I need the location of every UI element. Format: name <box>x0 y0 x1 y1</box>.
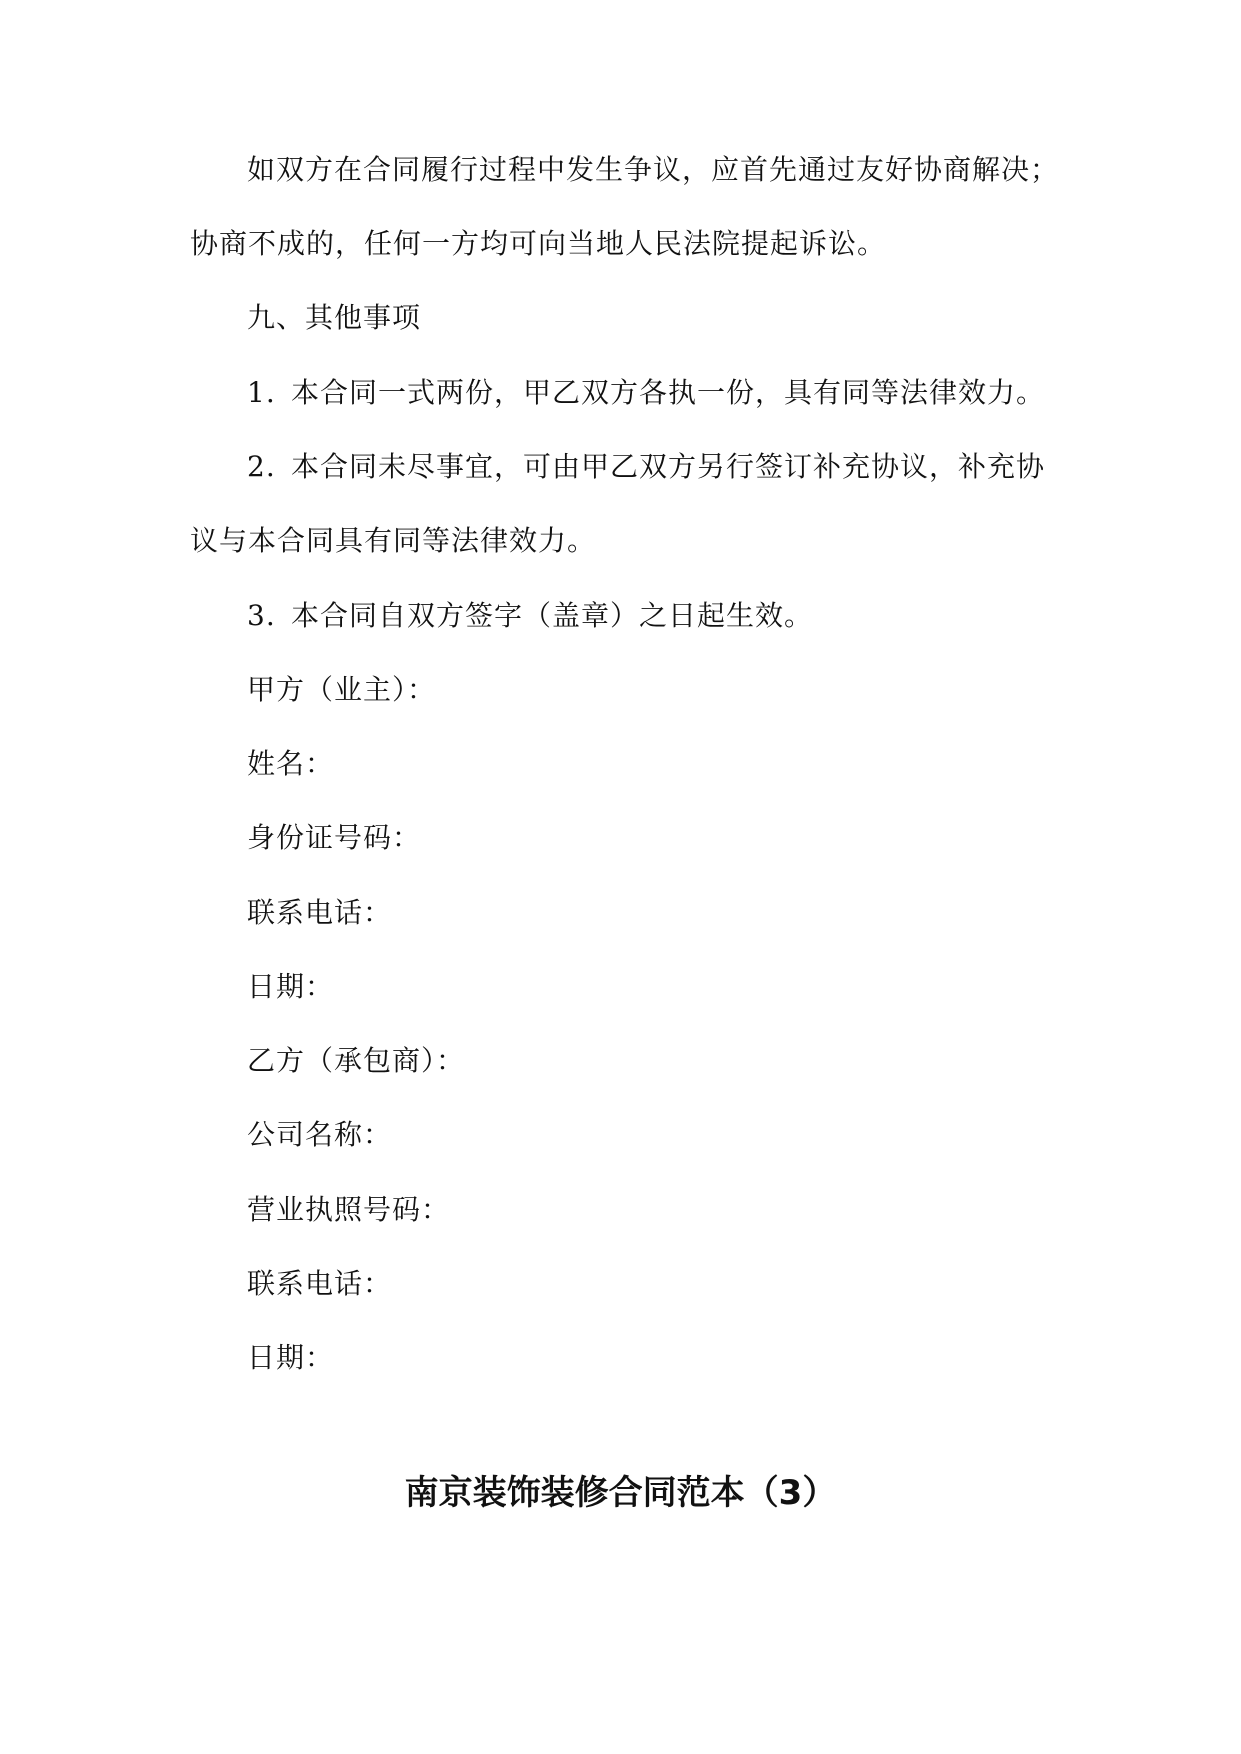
clause-1 <box>247 373 1045 413</box>
clause-2 <box>247 447 1045 487</box>
party-a-name-field: 姓名： <box>247 747 335 780</box>
clause-text: 本合同一式两份，甲乙双方各执一份，具有同等法律效力。 <box>291 376 1046 409</box>
clause-2-continued: 议与本合同具有同等法律效力。 <box>190 524 597 557</box>
clause-text: 本合同自双方签字（盖章）之日起生效。 <box>291 599 814 632</box>
party-b-phone-field: 联系电话： <box>247 1267 393 1300</box>
party-b-company-field: 公司名称： <box>247 1118 393 1151</box>
dispute-line-2: 协商不成的，任何一方均可向当地人民法院提起诉讼。 <box>190 227 887 260</box>
party-a-date-field: 日期： <box>247 970 335 1003</box>
party-b-date-field: 日期： <box>247 1341 335 1374</box>
party-a-heading: 甲方（业主）： <box>247 673 437 706</box>
clause-number: 3. <box>247 599 276 632</box>
party-b-license-field: 营业执照号码： <box>247 1193 451 1226</box>
dispute-line-1: 如双方在合同履行过程中发生争议，应首先通过友好协商解决； <box>247 153 1060 186</box>
clause-text: 本合同未尽事宜，可由甲乙双方另行签订补充协议，补充协 <box>291 450 1046 483</box>
clause-number: 1. <box>247 376 276 409</box>
party-b-heading: 乙方（承包商）： <box>247 1044 466 1077</box>
party-a-phone-field: 联系电话： <box>247 896 393 929</box>
party-a-id-field: 身份证号码： <box>247 821 422 854</box>
clause-number: 2. <box>247 450 276 483</box>
section-heading: 九、其他事项 <box>247 301 422 334</box>
next-contract-title: 南京装饰装修合同范本（3） <box>404 1473 837 1513</box>
clause-3 <box>247 596 813 636</box>
